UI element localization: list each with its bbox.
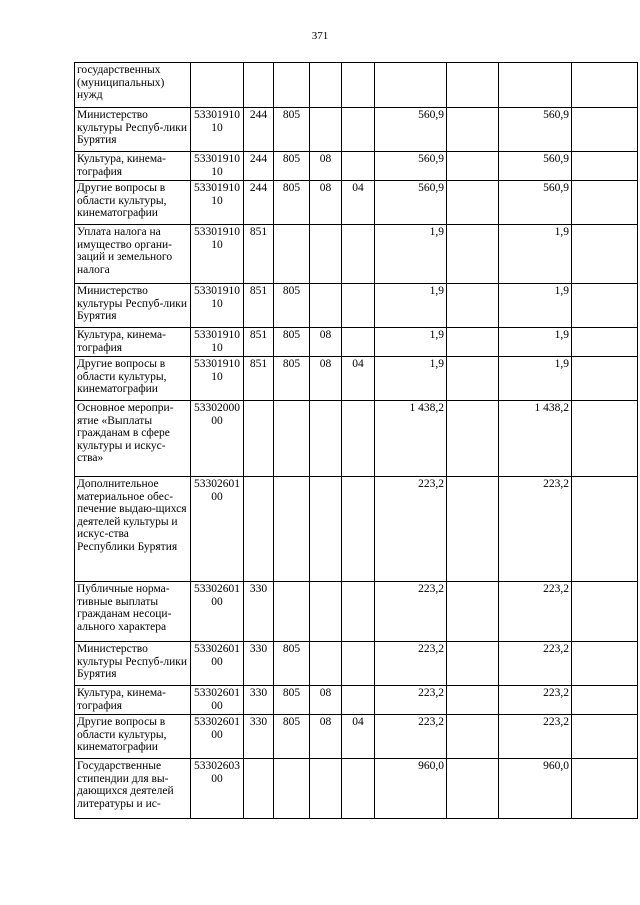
row-name-cell: Культура, кинема-тография	[75, 328, 191, 357]
target-article-cell: 53302000 00	[191, 401, 244, 477]
subsection-cell	[342, 686, 375, 715]
section-cell	[310, 63, 342, 108]
table-row	[75, 108, 638, 152]
section-cell: 08	[310, 181, 342, 225]
amount-cell: 1 438,2	[375, 401, 447, 477]
amount-cell	[375, 63, 447, 108]
empty-cell	[572, 715, 638, 759]
ministry-cell: 805	[274, 686, 310, 715]
ministry-cell: 805	[274, 108, 310, 152]
table-row	[75, 477, 638, 582]
empty-cell	[447, 284, 499, 328]
amount-cell: 223,2	[375, 582, 447, 642]
empty-cell	[447, 357, 499, 401]
section-cell: 08	[310, 328, 342, 357]
table-row	[75, 686, 638, 715]
target-article-cell: 53302601 00	[191, 715, 244, 759]
ministry-cell: 805	[274, 284, 310, 328]
section-cell: 08	[310, 152, 342, 181]
amount-cell: 1,9	[375, 357, 447, 401]
subsection-cell	[342, 152, 375, 181]
empty-cell	[572, 759, 638, 819]
expense-type-cell: 330	[244, 715, 274, 759]
ministry-cell	[274, 401, 310, 477]
amount-cell: 223,2	[375, 686, 447, 715]
row-name-cell: Другие вопросы в области культуры, кинематографии	[75, 181, 191, 225]
empty-cell	[572, 401, 638, 477]
empty-cell	[572, 686, 638, 715]
row-name-cell: Культура, кинема-тография	[75, 686, 191, 715]
ministry-cell	[274, 582, 310, 642]
expense-type-cell: 851	[244, 328, 274, 357]
empty-cell	[447, 152, 499, 181]
empty-cell	[447, 477, 499, 582]
ministry-cell	[274, 225, 310, 284]
amount-total-cell: 223,2	[499, 642, 572, 686]
ministry-cell: 805	[274, 181, 310, 225]
target-article-cell	[191, 63, 244, 108]
row-name-cell: государственных (муниципальных) нужд	[75, 63, 191, 108]
empty-cell	[572, 181, 638, 225]
amount-total-cell: 1,9	[499, 328, 572, 357]
target-article-cell: 53302601 00	[191, 642, 244, 686]
empty-cell	[447, 63, 499, 108]
target-article-cell: 53301910 10	[191, 152, 244, 181]
amount-total-cell: 1,9	[499, 284, 572, 328]
empty-cell	[447, 686, 499, 715]
empty-cell	[572, 108, 638, 152]
target-article-cell: 53302601 00	[191, 477, 244, 582]
expense-type-cell	[244, 759, 274, 819]
table-row	[75, 401, 638, 477]
subsection-cell	[342, 642, 375, 686]
subsection-cell: 04	[342, 715, 375, 759]
amount-cell: 223,2	[375, 642, 447, 686]
empty-cell	[572, 284, 638, 328]
target-article-cell: 53301910 10	[191, 225, 244, 284]
table-row	[75, 642, 638, 686]
empty-cell	[572, 642, 638, 686]
expense-type-cell: 330	[244, 642, 274, 686]
section-cell	[310, 477, 342, 582]
section-cell	[310, 642, 342, 686]
section-cell	[310, 284, 342, 328]
empty-cell	[572, 582, 638, 642]
table-row	[75, 357, 638, 401]
section-cell: 08	[310, 357, 342, 401]
section-cell	[310, 401, 342, 477]
section-cell	[310, 582, 342, 642]
empty-cell	[447, 759, 499, 819]
expense-type-cell: 851	[244, 284, 274, 328]
subsection-cell	[342, 63, 375, 108]
target-article-cell: 53301910 10	[191, 328, 244, 357]
table-row	[75, 63, 638, 108]
subsection-cell: 04	[342, 357, 375, 401]
page-number: 371	[311, 30, 329, 42]
subsection-cell: 04	[342, 181, 375, 225]
amount-total-cell: 223,2	[499, 686, 572, 715]
expense-type-cell: 330	[244, 686, 274, 715]
table-row	[75, 225, 638, 284]
expense-type-cell: 244	[244, 181, 274, 225]
ministry-cell	[274, 63, 310, 108]
target-article-cell: 53302603 00	[191, 759, 244, 819]
amount-total-cell: 223,2	[499, 715, 572, 759]
amount-cell: 223,2	[375, 715, 447, 759]
section-cell	[310, 108, 342, 152]
row-name-cell: Культура, кинема-тография	[75, 152, 191, 181]
table-row	[75, 759, 638, 819]
empty-cell	[447, 108, 499, 152]
amount-total-cell: 1,9	[499, 357, 572, 401]
table-row	[75, 284, 638, 328]
empty-cell	[447, 181, 499, 225]
empty-cell	[572, 477, 638, 582]
table-row	[75, 715, 638, 759]
amount-cell: 960,0	[375, 759, 447, 819]
amount-total-cell	[499, 63, 572, 108]
empty-cell	[447, 225, 499, 284]
amount-cell: 560,9	[375, 108, 447, 152]
ministry-cell: 805	[274, 642, 310, 686]
target-article-cell: 53301910 10	[191, 284, 244, 328]
section-cell: 08	[310, 686, 342, 715]
target-article-cell: 53301910 10	[191, 181, 244, 225]
row-name-cell: Публичные норма-тивные выплаты гражданам несоци-ального характера	[75, 582, 191, 642]
expense-type-cell: 244	[244, 108, 274, 152]
row-name-cell: Уплата налога на имущество органи-заций и земельного налога	[75, 225, 191, 284]
empty-cell	[572, 152, 638, 181]
subsection-cell	[342, 284, 375, 328]
ministry-cell: 805	[274, 715, 310, 759]
amount-cell: 560,9	[375, 152, 447, 181]
section-cell	[310, 759, 342, 819]
budget-table	[74, 62, 638, 819]
empty-cell	[572, 357, 638, 401]
amount-total-cell: 223,2	[499, 582, 572, 642]
amount-cell: 1,9	[375, 284, 447, 328]
table-row	[75, 582, 638, 642]
amount-total-cell: 960,0	[499, 759, 572, 819]
row-name-cell: Министерство культуры Респуб-лики Бурятия	[75, 642, 191, 686]
expense-type-cell: 244	[244, 152, 274, 181]
expense-type-cell: 330	[244, 582, 274, 642]
table-row	[75, 152, 638, 181]
table-row	[75, 181, 638, 225]
amount-total-cell: 223,2	[499, 477, 572, 582]
amount-cell: 560,9	[375, 181, 447, 225]
expense-type-cell: 851	[244, 225, 274, 284]
ministry-cell	[274, 759, 310, 819]
subsection-cell	[342, 759, 375, 819]
subsection-cell	[342, 225, 375, 284]
section-cell: 08	[310, 715, 342, 759]
row-name-cell: Министерство культуры Респуб-лики Бурятия	[75, 284, 191, 328]
empty-cell	[572, 328, 638, 357]
target-article-cell: 53301910 10	[191, 357, 244, 401]
ministry-cell: 805	[274, 328, 310, 357]
row-name-cell: Другие вопросы в области культуры, кинематографии	[75, 357, 191, 401]
amount-cell: 1,9	[375, 328, 447, 357]
budget-table-body	[75, 63, 638, 819]
ministry-cell: 805	[274, 152, 310, 181]
amount-total-cell: 560,9	[499, 181, 572, 225]
row-name-cell: Министерство культуры Респуб-лики Бурятия	[75, 108, 191, 152]
amount-cell: 223,2	[375, 477, 447, 582]
amount-cell: 1,9	[375, 225, 447, 284]
subsection-cell	[342, 582, 375, 642]
target-article-cell: 53302601 00	[191, 686, 244, 715]
target-article-cell: 53302601 00	[191, 582, 244, 642]
target-article-cell: 53301910 10	[191, 108, 244, 152]
ministry-cell: 805	[274, 357, 310, 401]
amount-total-cell: 560,9	[499, 108, 572, 152]
expense-type-cell	[244, 63, 274, 108]
expense-type-cell: 851	[244, 357, 274, 401]
empty-cell	[572, 225, 638, 284]
empty-cell	[572, 63, 638, 108]
empty-cell	[447, 582, 499, 642]
row-name-cell: Основное меропри-ятие «Выплаты гражданам в сфере культуры и искус-ства»	[75, 401, 191, 477]
amount-total-cell: 1 438,2	[499, 401, 572, 477]
empty-cell	[447, 401, 499, 477]
ministry-cell	[274, 477, 310, 582]
subsection-cell	[342, 108, 375, 152]
amount-total-cell: 1,9	[499, 225, 572, 284]
empty-cell	[447, 642, 499, 686]
row-name-cell: Другие вопросы в области культуры, кинематографии	[75, 715, 191, 759]
section-cell	[310, 225, 342, 284]
row-name-cell: Дополнительное материальное обес-печение выдаю-щихся деятелей культуры и искус-ства Республики Бурятия	[75, 477, 191, 582]
subsection-cell	[342, 477, 375, 582]
empty-cell	[447, 328, 499, 357]
expense-type-cell	[244, 401, 274, 477]
empty-cell	[447, 715, 499, 759]
subsection-cell	[342, 328, 375, 357]
expense-type-cell	[244, 477, 274, 582]
subsection-cell	[342, 401, 375, 477]
table-row	[75, 328, 638, 357]
row-name-cell: Государственные стипендии для вы-дающихся деятелей литературы и ис-	[75, 759, 191, 819]
amount-total-cell: 560,9	[499, 152, 572, 181]
